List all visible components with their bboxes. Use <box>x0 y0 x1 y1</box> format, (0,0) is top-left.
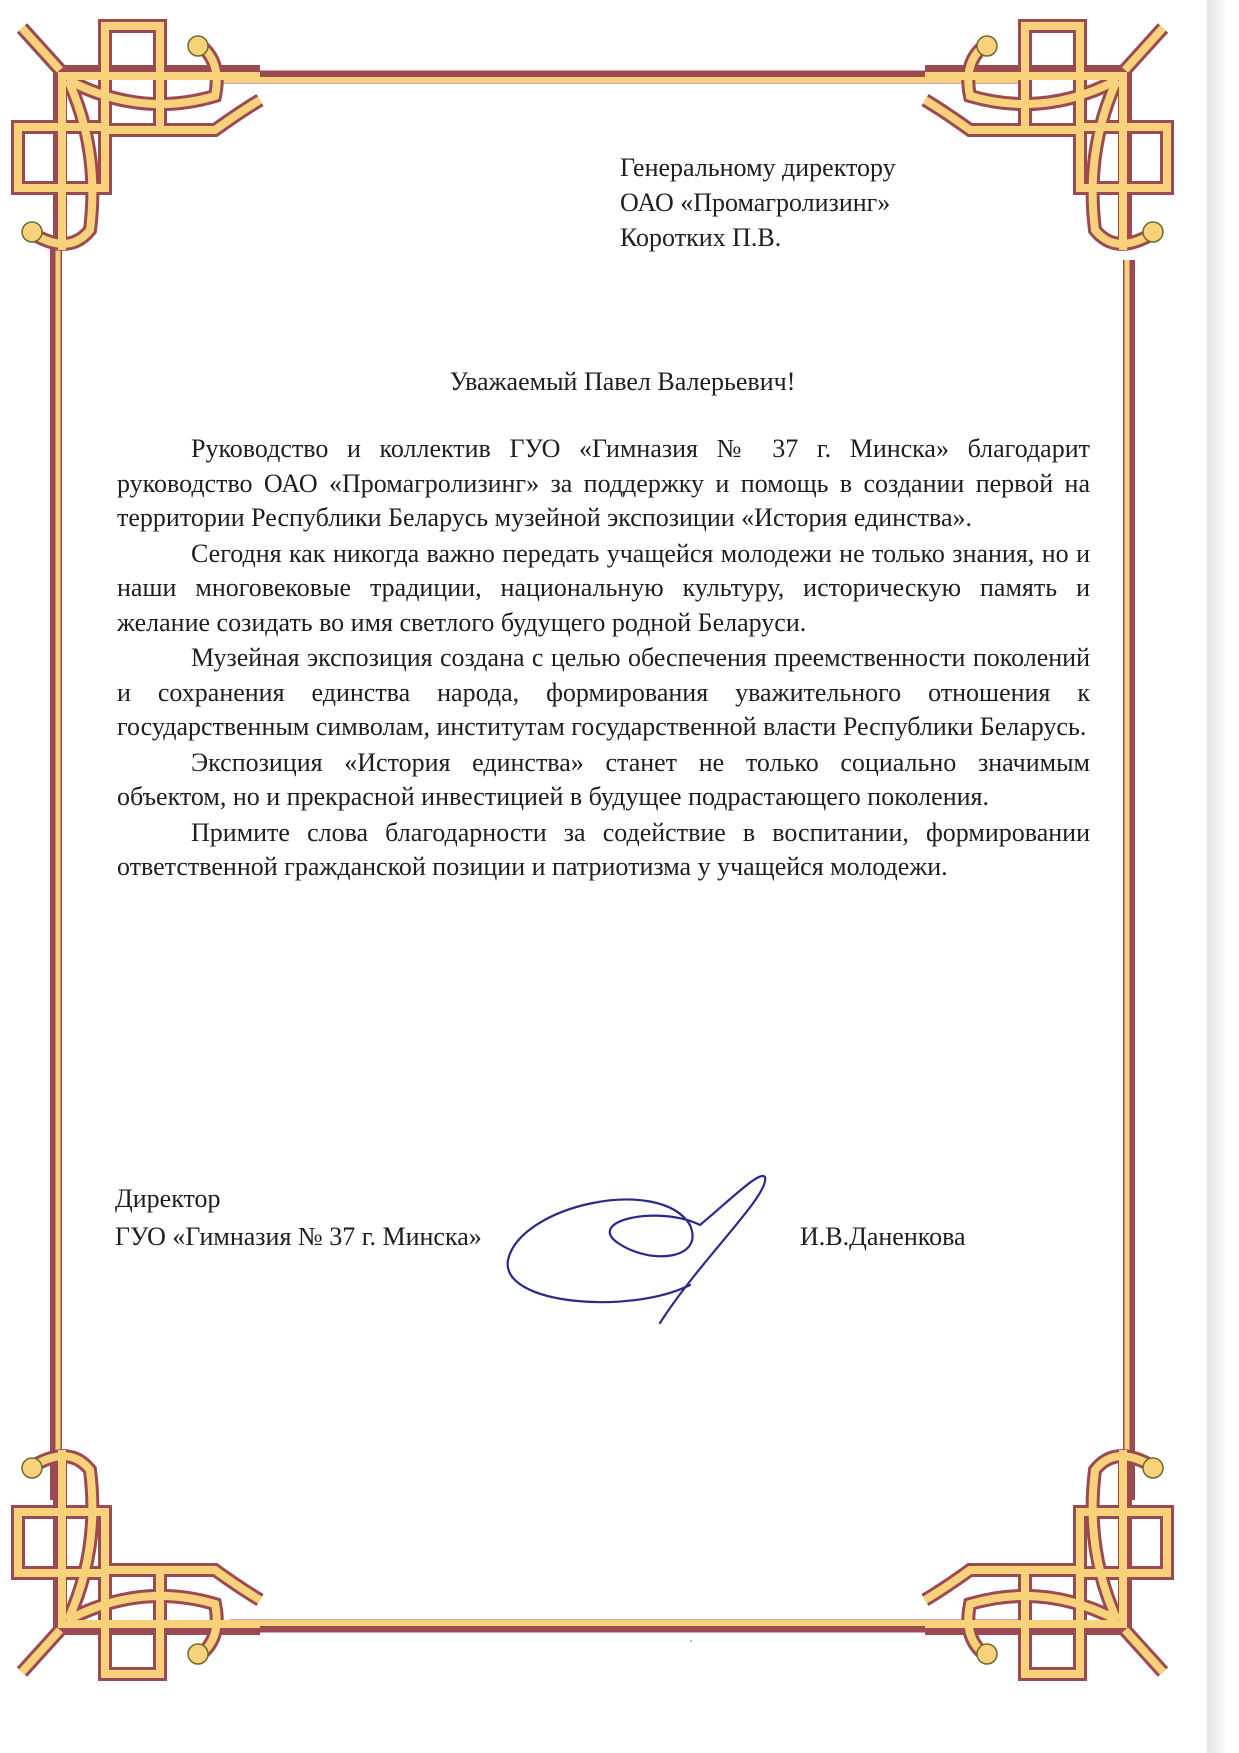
signatory-position: Директор <box>115 1184 221 1213</box>
scan-speck <box>690 1640 692 1642</box>
body-paragraph: Примите слова благодарности за содействие в воспитании, формировании ответственной гражданской позиции и патриотизма у учащейся молодежи. <box>117 817 1090 881</box>
addressee-line: ОАО «Промагролизинг» <box>620 188 891 217</box>
addressee-line: Генеральному директору <box>620 153 896 182</box>
signature-stroke <box>508 1176 766 1323</box>
body-paragraph: Экспозиция «История единства» станет не только социально значимым объектом, но и прекрасной инвестицией в будущее подрастающего поколения. <box>117 747 1090 811</box>
signatory-name: И.В.Даненкова <box>800 1222 966 1251</box>
signatory-block <box>115 1180 482 1256</box>
salutation: Уважаемый Павел Валерьевич! <box>449 367 796 396</box>
corner-ornament-top-left <box>18 26 260 250</box>
corner-ornament-bottom-left <box>18 1450 260 1674</box>
corner-ornament-top-right <box>925 26 1167 250</box>
addressee-line: Коротких П.В. <box>620 223 782 252</box>
corner-ornament-bottom-right <box>925 1450 1167 1674</box>
signatory-organization: ГУО «Гимназия № 37 г. Минска» <box>115 1222 482 1251</box>
body-paragraph: Сегодня как никогда важно передать учащейся молодежи не только знания, но и наши многовековые традиции, национальную культуру, историческую память и желание созидать во имя светлого будущего родной Беларуси. <box>117 538 1090 637</box>
addressee-block <box>620 150 896 255</box>
letter-body <box>117 432 1090 886</box>
body-paragraph: Руководство и коллектив ГУО «Гимназия № 37 г. Минска» благодарит руководство ОАО «Промагролизинг» за поддержку и помощь в создании первой на территории Республики Беларусь музейной экспозиции «История единства». <box>117 434 1090 532</box>
body-paragraph: Музейная экспозиция создана с целью обеспечения преемственности поколений и сохранения единства народа, формирования уважительного отношения к государственным символам, институтам государственной власти Республики Беларусь. <box>117 643 1090 741</box>
